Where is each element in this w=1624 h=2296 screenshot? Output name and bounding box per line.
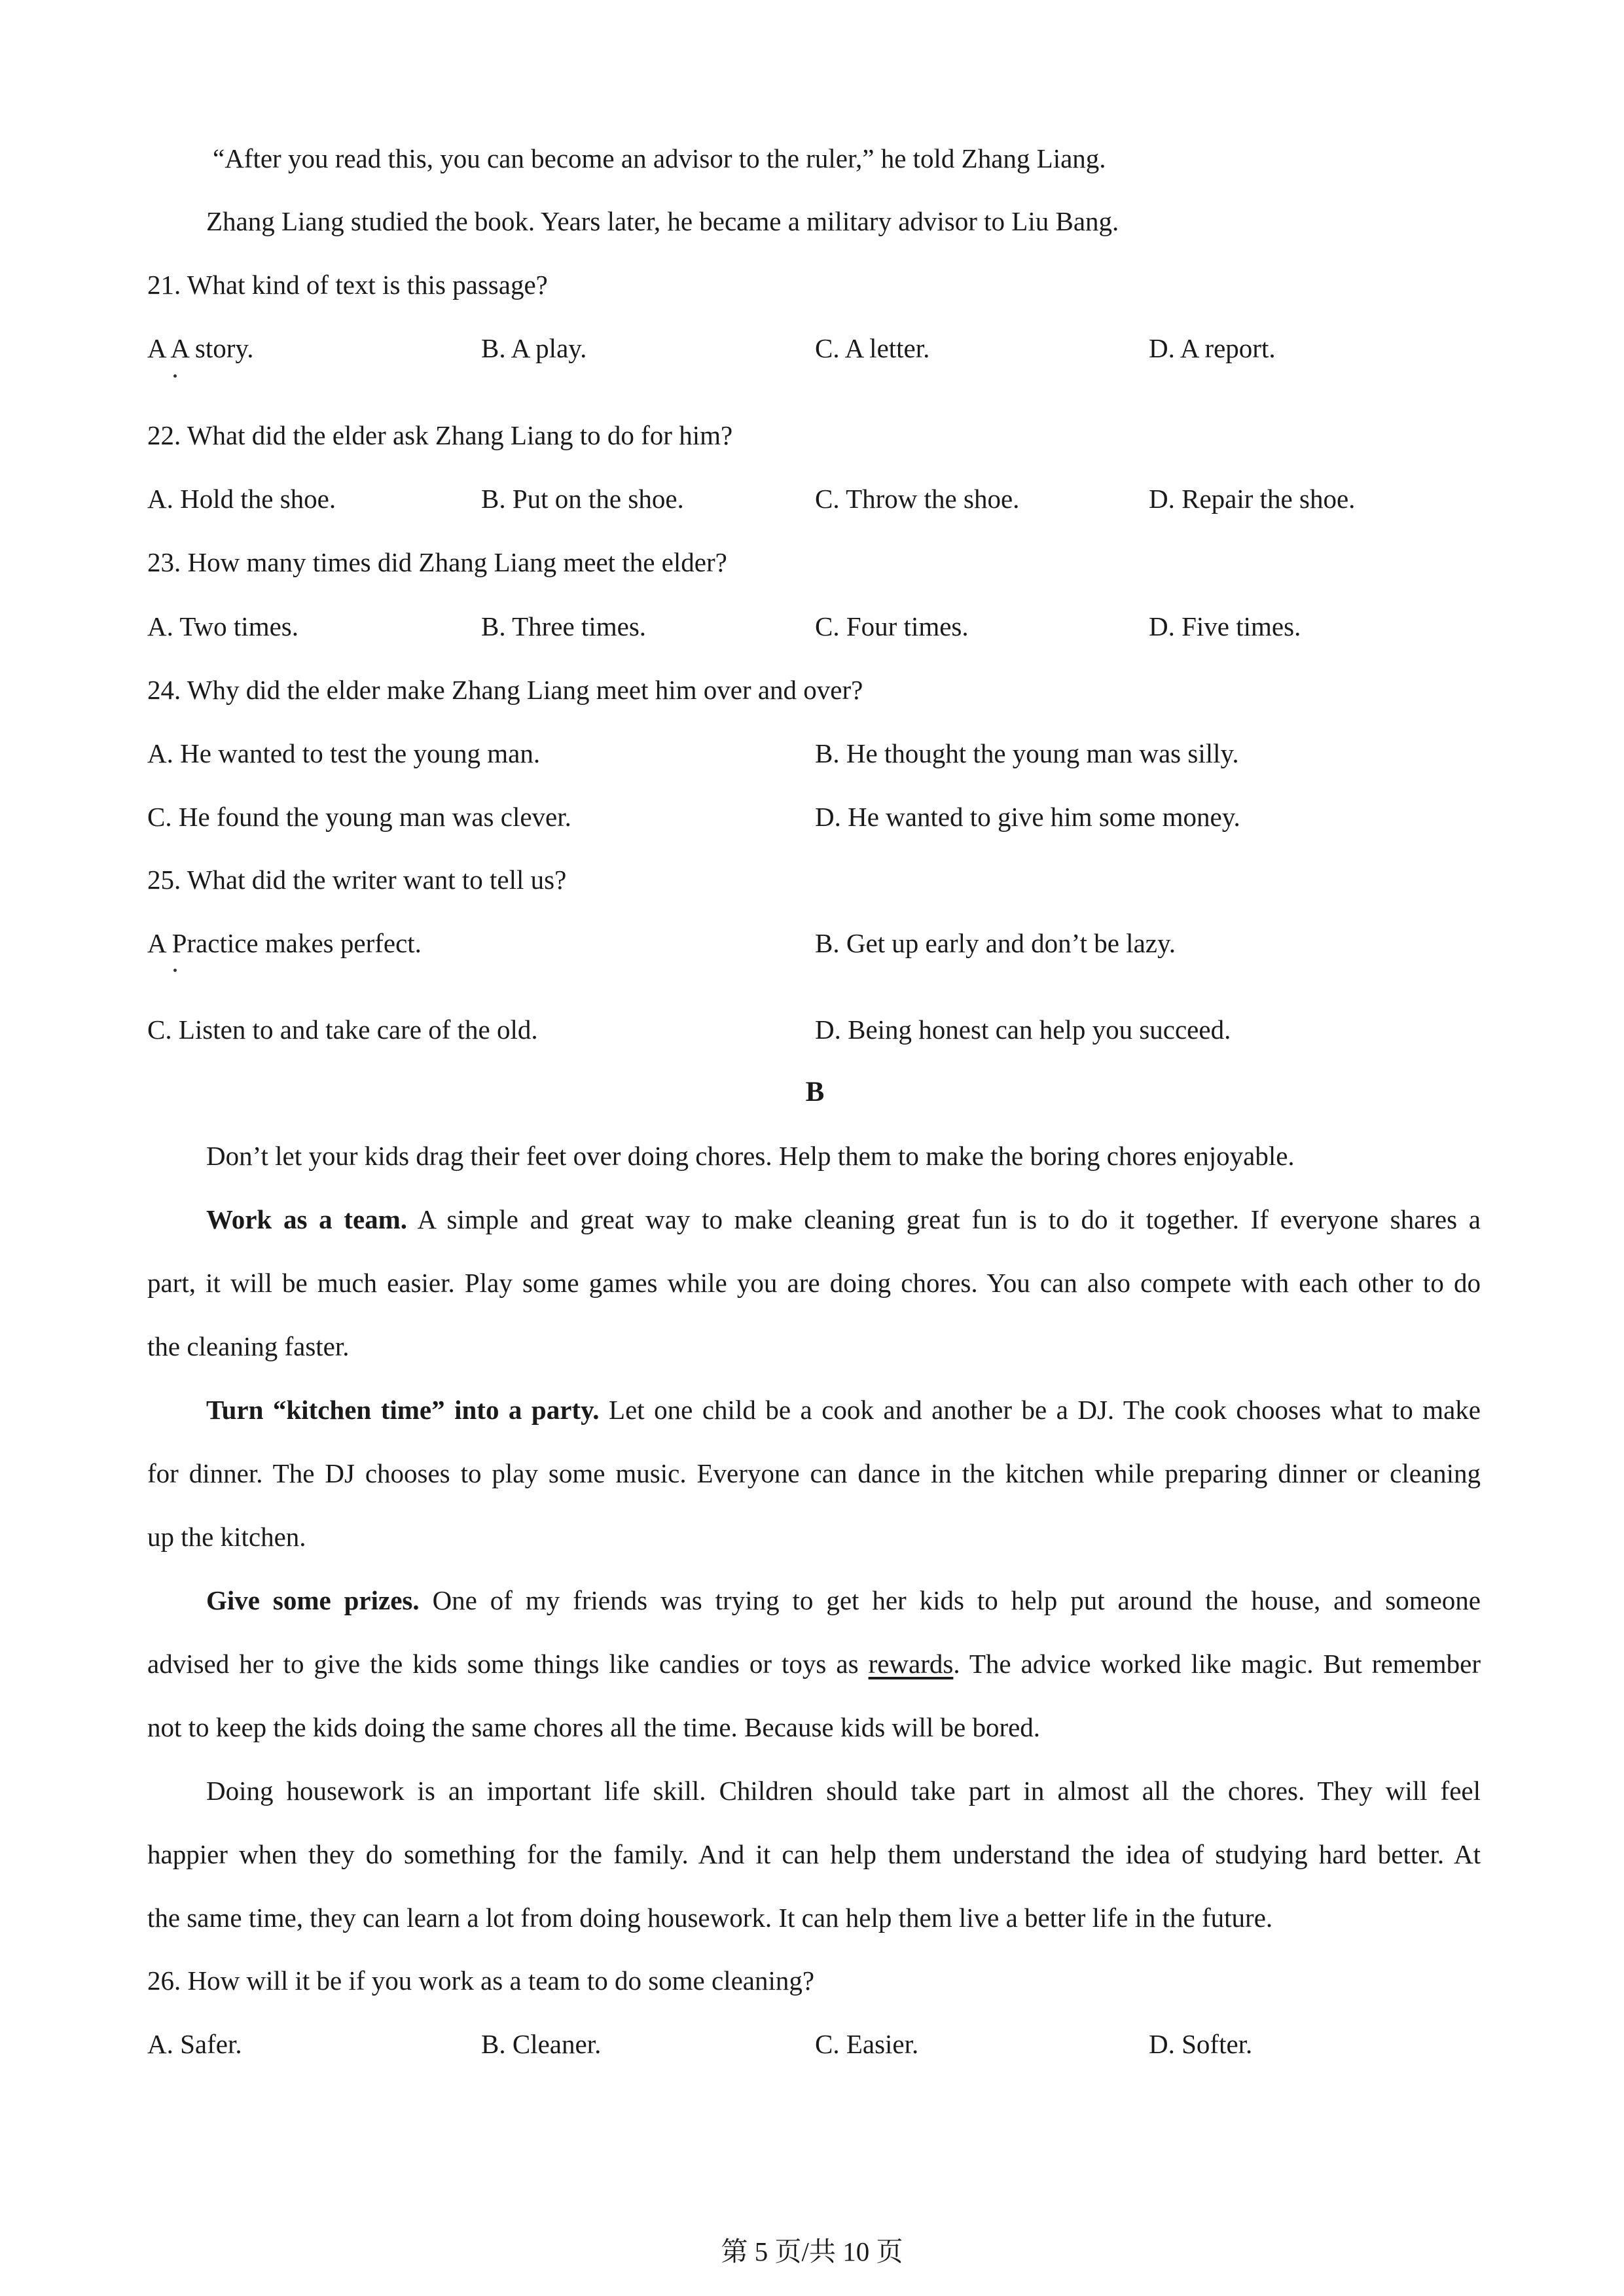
q22-option-b: B. Put on the shoe. xyxy=(481,484,684,514)
q26-option-a: A. Safer. xyxy=(147,2029,242,2059)
question-26: 26. How will it be if you work as a team to do some cleaning? xyxy=(147,1965,815,1996)
stray-dot xyxy=(173,374,177,378)
question-22: 22. What did the elder ask Zhang Liang to do for him? xyxy=(147,420,733,450)
section-b-intro: Don’t let your kids drag their feet over doing chores. Help them to make the boring chores enjoyable. xyxy=(206,1141,1295,1171)
paragraph-heading: Give some prizes. xyxy=(206,1585,420,1615)
q21-option-c: C. A letter. xyxy=(815,333,930,363)
paragraph-line: Give some prizes. One of my friends was trying to get her kids to help put around the house, and someone xyxy=(206,1585,1481,1615)
section-heading: B xyxy=(805,1077,825,1107)
q21-option-b: B. A play. xyxy=(481,333,587,363)
paragraph-line: not to keep the kids doing the same chores all the time. Because kids will be bored. xyxy=(147,1712,1041,1742)
q22-option-a: A. Hold the shoe. xyxy=(147,484,336,514)
paragraph-line: the same time, they can learn a lot from doing housework. It can help them live a better life in the future. xyxy=(147,1903,1273,1933)
q26-option-d: D. Softer. xyxy=(1149,2029,1253,2059)
paragraph-heading: Turn “kitchen time” into a party. xyxy=(206,1395,600,1425)
paragraph-line: Work as a team. A simple and great way to make cleaning great fun is to do it together. If everyone shares a xyxy=(206,1204,1481,1234)
paragraph-line: happier when they do something for the family. And it can help them understand the idea of studying hard better. At xyxy=(147,1839,1481,1869)
q26-option-b: B. Cleaner. xyxy=(481,2029,602,2059)
passage-line: Zhang Liang studied the book. Years later, he became a military advisor to Liu Bang. xyxy=(206,206,1119,236)
q24-option-d: D. He wanted to give him some money. xyxy=(815,802,1240,832)
q23-option-a: A. Two times. xyxy=(147,611,298,641)
q25-option-a: A Practice makes perfect. xyxy=(147,928,422,958)
q23-option-d: D. Five times. xyxy=(1149,611,1301,641)
q24-option-c: C. He found the young man was clever. xyxy=(147,802,571,832)
paragraph-line: part, it will be much easier. Play some games while you are doing chores. You can also compete with each other to do xyxy=(147,1268,1481,1298)
question-23: 23. How many times did Zhang Liang meet the elder? xyxy=(147,547,727,577)
q23-option-c: C. Four times. xyxy=(815,611,969,641)
question-25: 25. What did the writer want to tell us? xyxy=(147,865,567,895)
q21-option-a: A A story. xyxy=(147,333,254,363)
q25-option-d: D. Being honest can help you succeed. xyxy=(815,1014,1231,1045)
page-footer: 第 5 页/共 10 页 xyxy=(721,2236,903,2267)
stray-dot xyxy=(173,969,177,972)
paragraph-line: for dinner. The DJ chooses to play some music. Everyone can dance in the kitchen while preparing dinner or cleaning xyxy=(147,1458,1481,1488)
q22-option-c: C. Throw the shoe. xyxy=(815,484,1020,514)
q22-option-d: D. Repair the shoe. xyxy=(1149,484,1356,514)
paragraph-line: up the kitchen. xyxy=(147,1522,306,1552)
question-21: 21. What kind of text is this passage? xyxy=(147,270,548,300)
q25-option-b: B. Get up early and don’t be lazy. xyxy=(815,928,1176,958)
paragraph-heading: Work as a team. xyxy=(206,1204,408,1234)
passage-line: “After you read this, you can become an advisor to the ruler,” he told Zhang Liang. xyxy=(213,143,1106,173)
q23-option-b: B. Three times. xyxy=(481,611,647,641)
q24-option-b: B. He thought the young man was silly. xyxy=(815,738,1239,768)
q26-option-c: C. Easier. xyxy=(815,2029,919,2059)
paragraph-line: advised her to give the kids some things like candies or toys as rewards. The advice worked like magic. But remember xyxy=(147,1649,1481,1679)
paragraph-line: the cleaning faster. xyxy=(147,1331,350,1361)
underlined-word: rewards xyxy=(868,1649,954,1679)
q21-option-d: D. A report. xyxy=(1149,333,1276,363)
q25-option-c: C. Listen to and take care of the old. xyxy=(147,1014,538,1045)
paragraph-line: Doing housework is an important life skill. Children should take part in almost all the chores. They will feel xyxy=(206,1776,1481,1806)
q24-option-a: A. He wanted to test the young man. xyxy=(147,738,541,768)
paragraph-line: Turn “kitchen time” into a party. Let one child be a cook and another be a DJ. The cook chooses what to make xyxy=(206,1395,1481,1425)
question-24: 24. Why did the elder make Zhang Liang meet him over and over? xyxy=(147,675,863,705)
